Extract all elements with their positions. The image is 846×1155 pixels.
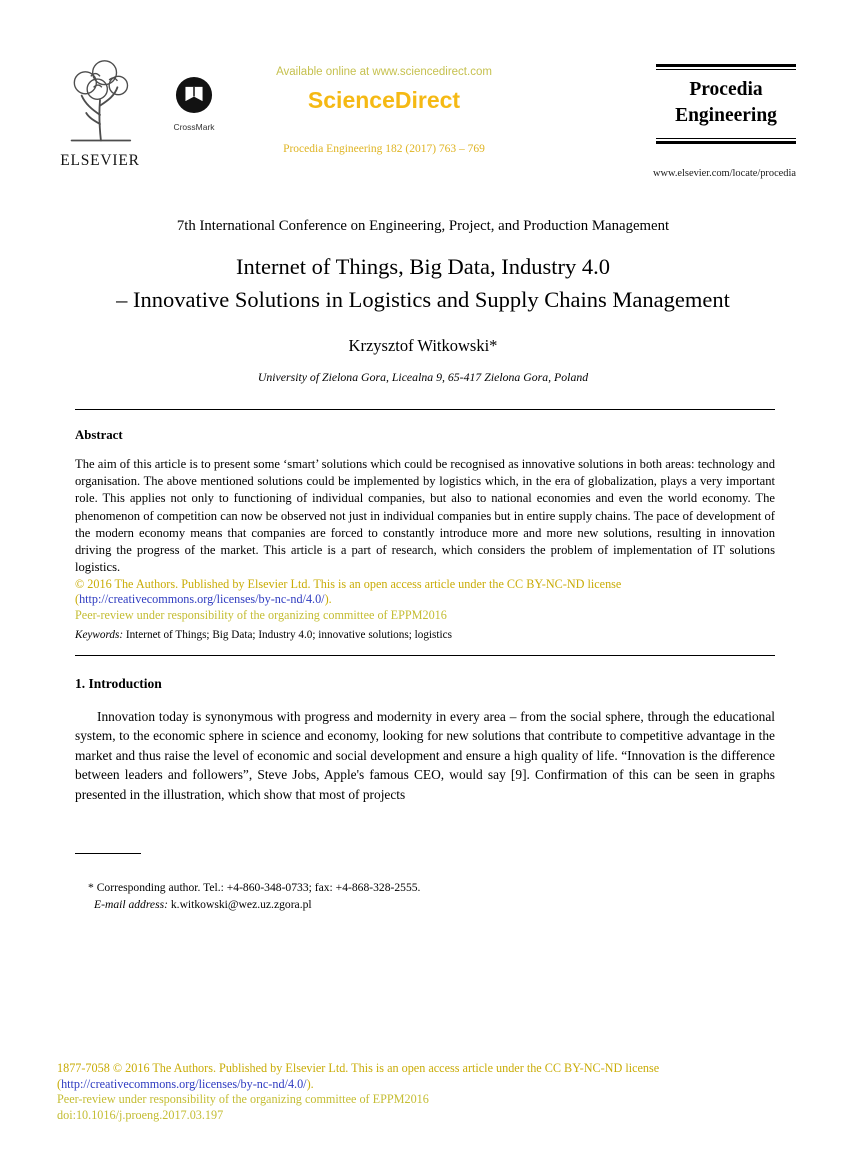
license-block (75, 577, 775, 623)
keywords-line (75, 629, 775, 641)
masthead-rule-bottom-thick (656, 141, 796, 144)
author-affiliation: University of Zielona Gora, Licealna 9, 65-417 Zielona Gora, Poland (257, 370, 589, 384)
journal-citation: Procedia Engineering 182 (2017) 763 – 769 (283, 143, 485, 155)
doi-line: doi:10.1016/j.proeng.2017.03.197 (57, 1107, 224, 1122)
available-online-link[interactable]: Available online at www.sciencedirect.com (276, 66, 492, 78)
footer-license-url-line (57, 1077, 659, 1093)
issn-copyright-line: 1877-7058 © 2016 The Authors. Published by Elsevier Ltd. This is an open access article under the CC BY-NC-ND license (57, 1061, 660, 1075)
license-paren-close: ). (324, 592, 332, 607)
article-title-line1: Internet of Things, Big Data, Industry 4.0 (236, 254, 610, 279)
abstract-text: The aim of this article is to present some ‘smart’ solutions which could be recognised as innovative solutions in both areas: technology and organisation. The above mentioned solutions could be implemented by logistics which, in the era of globalization, plays a very important role. This applies not only to functioning of individual companies, but also to national economies and even the world economy. The phenomenon of competition can now be observed not just in individual companies but in entire supply chains. The pace of development of the modern economy means that companies are forced to constantly introduce more and more new solutions, resulting in innovation driving the progress of the market. This article is a part of research, which considers the problem of implementation of IT solutions logistics. (75, 457, 775, 575)
author-name: Krzysztof Witkowski* (348, 336, 498, 355)
footer-paren-close: ). (306, 1076, 314, 1091)
masthead-rule-top-thick (656, 64, 796, 67)
abstract-heading: Abstract (75, 428, 123, 442)
elsevier-locate-link[interactable]: www.elsevier.com/locate/procedia (652, 168, 796, 179)
masthead-rule-bottom-thin (656, 138, 796, 139)
introduction-paragraph: Innovation today is synonymous with progress and modernity in every area – from the social sphere, through the educational system, to the economic sphere in science and economy, looking for new solutions that contribute to competitive advantage in the market and thus raise the level of economic and social development and ensure a high quality of life. “Innovation is the difference between leaders and followers”, Steve Jobs, Apple's famous CEO, would say [9]. Confirmation of this can be seen in graphs presented in the illustration, which show that most of projects (75, 709, 775, 802)
divider-keywords (75, 655, 775, 656)
license-paren-open: ( (75, 592, 80, 607)
footer-cc-license-link[interactable]: http://creativecommons.org/licenses/by-nc-nd/4.0/ (61, 1076, 307, 1091)
email-label: E-mail address: (94, 898, 168, 911)
article-title-line2: – Innovative Solutions in Logistics and Supply Chains Management (116, 287, 730, 312)
footer-peer-review-line: Peer-review under responsibility of the organizing committee of EPPM2016 (57, 1092, 429, 1107)
peer-review-line: Peer-review under responsibility of the organizing committee of EPPM2016 (75, 607, 447, 622)
elsevier-tree-icon (58, 58, 142, 146)
footer-paren-open: ( (57, 1076, 62, 1091)
copyright-line: © 2016 The Authors. Published by Elsevier Ltd. This is an open access article under the CC BY-NC-ND license (75, 577, 622, 591)
elsevier-wordmark: ELSEVIER (60, 152, 140, 169)
sciencedirect-block (174, 66, 594, 155)
crossmark-label: CrossMark (173, 122, 215, 132)
license-url-line (75, 592, 775, 607)
section-heading-introduction: 1. Introduction (75, 676, 162, 691)
keywords-values: Internet of Things; Big Data; Industry 4.0; innovative solutions; logistics (123, 629, 452, 641)
footnote-block (88, 879, 420, 913)
journal-masthead (652, 64, 796, 179)
footer-block (57, 1061, 659, 1123)
corresponding-author-note: * Corresponding author. Tel.: +4-860-348-0733; fax: +4-868-328-2555. (88, 881, 421, 894)
journal-name-line1: Procedia (689, 79, 763, 100)
cc-license-link[interactable]: http://creativecommons.org/licenses/by-nc-nd/4.0/ (79, 592, 325, 607)
elsevier-logo (55, 58, 145, 170)
conference-title: 7th International Conference on Engineering, Project, and Production Management (176, 218, 670, 234)
sciencedirect-logo: ScienceDirect (307, 87, 461, 113)
keywords-label: Keywords: (75, 629, 124, 641)
footnote-divider (75, 853, 141, 854)
email-line (94, 896, 420, 913)
journal-name (656, 70, 796, 138)
divider-top (75, 409, 775, 410)
email-link[interactable]: k.witkowski@wez.uz.zgora.pl (167, 898, 312, 911)
journal-name-line2: Engineering (675, 105, 777, 126)
